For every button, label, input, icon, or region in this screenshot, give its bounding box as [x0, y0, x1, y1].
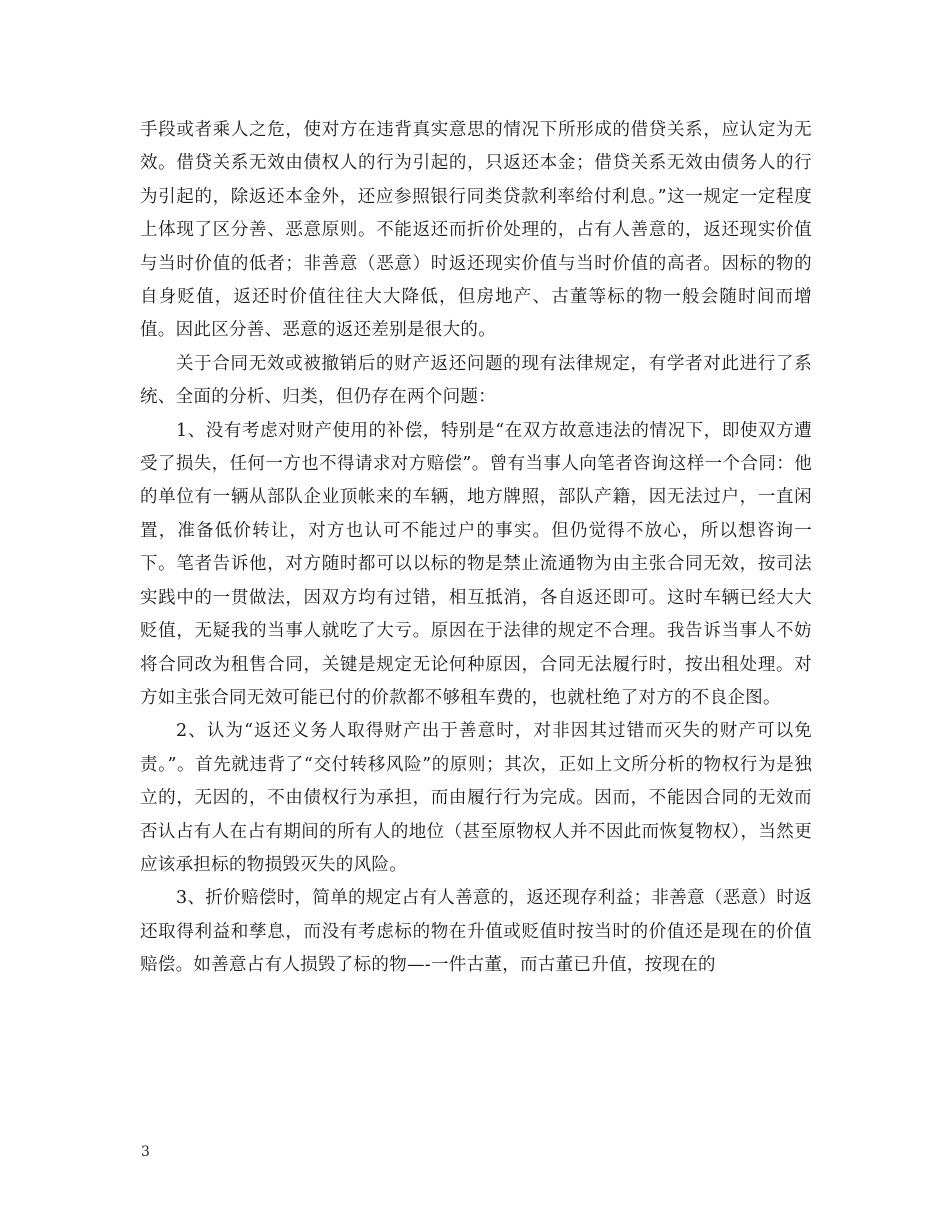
paragraph-continuation: 手段或者乘人之危，使对方在违背真实意思的情况下所形成的借贷关系，应认定为无效。借贷关系无效由债权人的行为引起的，只返还本金；借贷关系无效由债务人的行为引起的，除返还本金外，还应参照银行同类贷款利率给付利息。”这一规定一定程度上体现了区分善、恶意原则。不能返还而折价处理的，占有人善意的，返还现实价值与当时价值的低者；非善意（恶意）时返还现实价值与当时价值的高者。因标的物的自身贬值，返还时价值往往大大降低，但房地产、古董等标的物一般会随时间而增值。因此区分善、恶意的返还差别是很大的。 — [140, 120, 812, 341]
document-body — [140, 114, 812, 983]
paragraph-problem-2: 2、认为“返还义务人取得财产出于善意时，对非因其过错而灭失的财产可以免责。”。首先就违背了“交付转移风险”的原则；其次，正如上文所分析的物权行为是独立的，无因的，不由债权行为承担，而由履行行为完成。因而，不能因合同的无效而否认占有人在占有期间的所有人的地位（甚至原物权人并不因此而恢复物权），当然更应该承担标的物损毁灭失的风险。 — [140, 721, 812, 875]
page-number: 3 — [141, 1144, 150, 1160]
paragraph-intro-problems: 关于合同无效或被撤销后的财产返还问题的现有法律规定，有学者对此进行了系统、全面的分析、归类，但仍存在两个问题： — [140, 353, 812, 408]
paragraph-problem-3: 3、折价赔偿时，简单的规定占有人善意的，返还现存利益；非善意（恶意）时返还取得利益和孳息，而没有考虑标的物在升值或贬值时按当时的价值还是现在的价值赔偿。如善意占有人损毁了标的物—-一件古董，而古董已升值，按现在的 — [140, 888, 812, 976]
paragraph-problem-1: 1、没有考虑对财产使用的补偿，特别是“在双方故意违法的情况下，即使双方遭受了损失，任何一方也不得请求对方赔偿”。曾有当事人向笔者咨询这样一个合同：他的单位有一辆从部队企业顶帐来的车辆，地方牌照，部队产籍，因无法过户，一直闲置，准备低价转让，对方也认可不能过户的事实。但仍觉得不放心，所以想咨询一下。笔者告诉他，对方随时都可以以标的物是禁止流通物为由主张合同无效，按司法实践中的一贯做法，因双方均有过错，相互抵消，各自返还即可。这时车辆已经大大贬值，无疑我的当事人就吃了大亏。原因在于法律的规定不合理。我告诉当事人不妨将合同改为租售合同，关键是规定无论何种原因，合同无法履行时，按出租处理。对方如主张合同无效可能已付的价款都不够租车费的，也就杜绝了对方的不良企图。 — [140, 420, 812, 708]
